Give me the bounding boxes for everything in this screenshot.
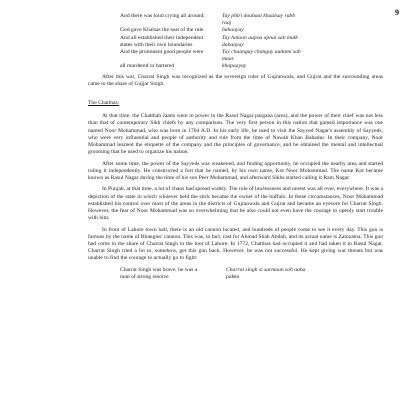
verse-line-punjabi: dabaayay — [222, 41, 244, 48]
intro-paragraph: After this war, Charrat Singh was recognized as the sovereign ruler of Gujranwala, and Gujrat and the surrounding areas came to the share of Gujjar Singh. — [88, 73, 383, 87]
body-paragraph: At that time, the Chatthah Jaatts were in power in the Rasul Nagar pargana (area), and the power of their chief was not less than that of contemporary Sikh chiefs by any comparison. The very first person in this nation that gained importance was one named Noor Mohammad, who was born in 1704 A.D. In his early life, he used to visit the Sayyed Nagar's assembly of Sayyeds, who were very influential and people of authority and rule from the time of Nawab Khan Bahadur. In their company, Noor Mohammad learned the etiquette of the company and the principles of governance, and he obtained the mental and intellectual grooming that he used to organize his nation. — [88, 113, 383, 156]
verse-line-english: And the prominent good people were — [120, 49, 204, 56]
verse-line-punjabi: khapaayay — [222, 63, 247, 70]
verse-line-english: man of strong resolve — [120, 274, 169, 281]
verse-line-english: all murdered or bartered — [120, 63, 175, 70]
body-paragraph: In front of Lahore town hall, there is an old cannon located, and hundreds of people come to see it every day. This gun is famous by the name of Bhangies' cannon. This was, in fact, cast for Ahmad Shah Abdali, and its actual name is Zamzama. This gun had come in the share of Charrat Singh in the loot of Lahore. In 1772, Chatthas had occupied it and had taken it to Rasul Nagar. Charrat Singh tried a lot to, somehow, get this gun back. However, he was not successful. He kept giving war threats but was unable to find the courage to actually go to fight: — [88, 226, 383, 262]
body-paragraph: After some time, the power of the Sayyeds was weakened, and finding opportunity, he occupied the nearby area and started ruling it independently. He constructed a fort that he named, by his own name, Kot Noor Mohammad. The name Kot became known as Rasul Nagar during the time of his son Peer Mohammad, and afterward Sikhs started calling it Ram Nagar. — [88, 160, 383, 182]
verse-line-punjabi: Tay haloon aapou apnai sab mulk — [222, 34, 298, 41]
verse-line-english: states with their own boundaries — [120, 41, 193, 48]
verse-line-english: God gave Khalsas the seat of the rule — [120, 27, 204, 34]
verse-block-top — [120, 13, 383, 71]
verse-line-punjabi: Tay phiri douhaai khaalsay rabb raaj — [222, 13, 296, 27]
verse-line-english: And there was loud crying all around; — [120, 13, 205, 19]
verse-line-punjabi: Charrat singh si surmaan soh aaha — [226, 266, 306, 273]
verse-line-english: Charrat Singh was brave; he was a — [120, 266, 198, 273]
verse-line-punjabi: bahaayay — [222, 27, 244, 34]
verse-line-punjabi: pakka — [226, 274, 240, 281]
page-number: 9 — [395, 8, 399, 17]
body-paragraph: In Punjab, at that time, a lot of chaos had spread widely. The rule of lawlessness and unrest was all over, everywhere. It was a depiction of the state in which whoever held the stick became the owner of the buffalo. In these circumstances, Noor Mohammad established his control over most of the areas in the districts of Gujranwala and Gujrat and became an eyesore for Charrat Singh. However, the fear of Noor Mohammad was so overwhelming that he also could not even have the courage to openly start trouble with him. — [88, 186, 383, 222]
verse-block-bottom — [120, 267, 383, 281]
section-heading: The Chatthas: — [88, 100, 120, 107]
document-body — [88, 13, 383, 281]
verse-line-punjabi: Tay chaangay changay aadami sab maar — [222, 49, 301, 63]
verse-line-english: And all established their independent — [120, 34, 204, 41]
